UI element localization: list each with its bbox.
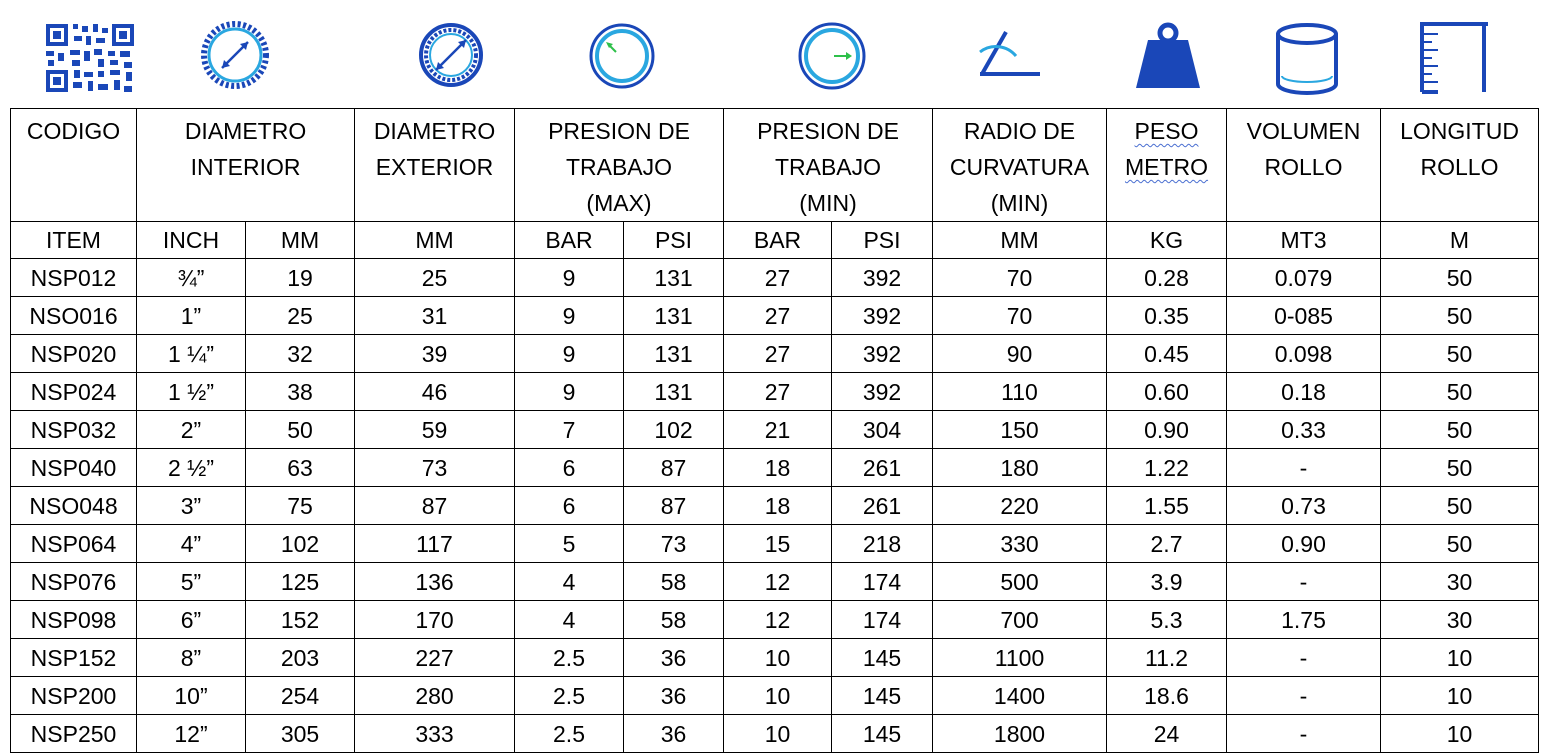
table-cell: 152	[246, 601, 355, 639]
inner-diameter-icon	[200, 20, 270, 90]
table-cell: NSO048	[11, 487, 137, 525]
table-cell: 2 ½”	[137, 449, 246, 487]
table-cell: NSP250	[11, 715, 137, 753]
pressure-max-icon	[588, 22, 656, 90]
table-cell: NSP152	[11, 639, 137, 677]
table-cell: 50	[1381, 297, 1539, 335]
table-cell: 392	[832, 373, 933, 411]
table-cell: 73	[624, 525, 724, 563]
table-cell: 0.28	[1107, 259, 1227, 297]
table-cell: 50	[1381, 259, 1539, 297]
table-cell: 218	[832, 525, 933, 563]
unit-cell: PSI	[624, 222, 724, 259]
table-cell: 7	[515, 411, 624, 449]
table-cell: NSP098	[11, 601, 137, 639]
table-cell: 261	[832, 487, 933, 525]
table-cell: 227	[355, 639, 515, 677]
table-cell: 38	[246, 373, 355, 411]
table-cell: 1.22	[1107, 449, 1227, 487]
table-cell: 0-085	[1227, 297, 1381, 335]
table-cell: 117	[355, 525, 515, 563]
table-cell: 0.73	[1227, 487, 1381, 525]
table-cell: 254	[246, 677, 355, 715]
table-cell: 36	[624, 715, 724, 753]
spec-table	[10, 108, 1539, 753]
table-cell: 0.90	[1227, 525, 1381, 563]
table-cell: 0.60	[1107, 373, 1227, 411]
table-cell: 24	[1107, 715, 1227, 753]
table-cell: 125	[246, 563, 355, 601]
table-cell: 9	[515, 373, 624, 411]
header-presion-min: PRESION DE TRABAJO (MIN)	[724, 109, 933, 222]
table-cell: 18	[724, 487, 832, 525]
table-cell: 3”	[137, 487, 246, 525]
table-cell: 1”	[137, 297, 246, 335]
table-cell: 131	[624, 297, 724, 335]
table-cell: 2”	[137, 411, 246, 449]
table-cell: 5	[515, 525, 624, 563]
unit-cell: INCH	[137, 222, 246, 259]
table-cell: 9	[515, 297, 624, 335]
table-cell: 145	[832, 639, 933, 677]
table-cell: 5.3	[1107, 601, 1227, 639]
table-cell: 19	[246, 259, 355, 297]
table-cell: 280	[355, 677, 515, 715]
table-cell: 75	[246, 487, 355, 525]
table-cell: 63	[246, 449, 355, 487]
table-cell: 10	[724, 715, 832, 753]
table-cell: 131	[624, 373, 724, 411]
table-row	[11, 563, 1539, 601]
table-cell: 58	[624, 563, 724, 601]
bend-radius-icon	[976, 26, 1044, 82]
table-row	[11, 715, 1539, 753]
table-cell: 174	[832, 563, 933, 601]
unit-cell: BAR	[724, 222, 832, 259]
table-cell: 12”	[137, 715, 246, 753]
table-cell: 50	[1381, 525, 1539, 563]
table-cell: 305	[246, 715, 355, 753]
outer-diameter-icon	[418, 22, 484, 88]
table-cell: NSP012	[11, 259, 137, 297]
table-cell: 18	[724, 449, 832, 487]
table-cell: ¾”	[137, 259, 246, 297]
unit-cell: MM	[246, 222, 355, 259]
unit-cell: ITEM	[11, 222, 137, 259]
header-diametro-interior: DIAMETRO INTERIOR	[137, 109, 355, 222]
table-cell: 333	[355, 715, 515, 753]
table-cell: 0.45	[1107, 335, 1227, 373]
table-cell: 27	[724, 373, 832, 411]
table-cell: NSP200	[11, 677, 137, 715]
table-cell: 8”	[137, 639, 246, 677]
unit-cell: MM	[933, 222, 1107, 259]
table-cell: NSP076	[11, 563, 137, 601]
table-cell: NSP032	[11, 411, 137, 449]
table-cell: 50	[1381, 335, 1539, 373]
table-cell: 0.33	[1227, 411, 1381, 449]
table-cell: 180	[933, 449, 1107, 487]
table-cell: 27	[724, 297, 832, 335]
table-cell: 30	[1381, 563, 1539, 601]
table-cell: 10	[1381, 677, 1539, 715]
table-cell: -	[1227, 715, 1381, 753]
table-cell: 4	[515, 563, 624, 601]
table-cell: 25	[355, 259, 515, 297]
table-row	[11, 487, 1539, 525]
table-cell: 4	[515, 601, 624, 639]
header-peso-metro: PESO METRO	[1107, 109, 1227, 222]
table-cell: 102	[246, 525, 355, 563]
unit-cell: MM	[355, 222, 515, 259]
table-cell: 2.5	[515, 639, 624, 677]
table-cell: 25	[246, 297, 355, 335]
table-cell: 150	[933, 411, 1107, 449]
table-cell: 1.55	[1107, 487, 1227, 525]
table-cell: 39	[355, 335, 515, 373]
table-cell: 0.079	[1227, 259, 1381, 297]
table-cell: 59	[355, 411, 515, 449]
table-cell: 4”	[137, 525, 246, 563]
table-cell: 392	[832, 297, 933, 335]
table-cell: 1100	[933, 639, 1107, 677]
table-cell: NSP040	[11, 449, 137, 487]
table-cell: 700	[933, 601, 1107, 639]
table-cell: NSO016	[11, 297, 137, 335]
table-cell: 10	[724, 677, 832, 715]
table-cell: 145	[832, 715, 933, 753]
table-cell: 0.18	[1227, 373, 1381, 411]
table-cell: 2.5	[515, 715, 624, 753]
table-cell: 3.9	[1107, 563, 1227, 601]
header-volumen-rollo: VOLUMEN ROLLO	[1227, 109, 1381, 222]
table-cell: 87	[624, 449, 724, 487]
table-cell: NSP020	[11, 335, 137, 373]
table-cell: 0.098	[1227, 335, 1381, 373]
table-cell: 5”	[137, 563, 246, 601]
table-cell: 87	[624, 487, 724, 525]
table-cell: 50	[246, 411, 355, 449]
table-cell: 36	[624, 677, 724, 715]
table-cell: 1.75	[1227, 601, 1381, 639]
header-codigo: CODIGO	[11, 109, 137, 222]
table-row	[11, 639, 1539, 677]
table-cell: 30	[1381, 601, 1539, 639]
header-row	[11, 109, 1539, 222]
volume-icon	[1274, 22, 1340, 96]
table-cell: 12	[724, 601, 832, 639]
table-cell: 11.2	[1107, 639, 1227, 677]
table-cell: 145	[832, 677, 933, 715]
table-cell: 110	[933, 373, 1107, 411]
table-row	[11, 601, 1539, 639]
table-row	[11, 449, 1539, 487]
table-cell: 0.35	[1107, 297, 1227, 335]
table-cell: -	[1227, 677, 1381, 715]
table-cell: 131	[624, 259, 724, 297]
unit-cell: KG	[1107, 222, 1227, 259]
data-rows	[11, 259, 1539, 753]
table-cell: 10”	[137, 677, 246, 715]
header-diametro-exterior: DIAMETRO EXTERIOR	[355, 109, 515, 222]
table-row	[11, 259, 1539, 297]
table-cell: 10	[724, 639, 832, 677]
table-cell: 6	[515, 487, 624, 525]
length-icon	[1418, 22, 1490, 94]
table-cell: 70	[933, 259, 1107, 297]
table-cell: 6”	[137, 601, 246, 639]
table-cell: 70	[933, 297, 1107, 335]
table-cell: NSP024	[11, 373, 137, 411]
table-cell: 31	[355, 297, 515, 335]
table-row	[11, 411, 1539, 449]
table-cell: -	[1227, 449, 1381, 487]
table-cell: 136	[355, 563, 515, 601]
table-row	[11, 525, 1539, 563]
table-cell: 10	[1381, 715, 1539, 753]
table-cell: 9	[515, 259, 624, 297]
table-cell: 1 ¼”	[137, 335, 246, 373]
table-cell: 58	[624, 601, 724, 639]
table-cell: 15	[724, 525, 832, 563]
unit-cell: BAR	[515, 222, 624, 259]
table-row	[11, 335, 1539, 373]
table-cell: 18.6	[1107, 677, 1227, 715]
table-row	[11, 373, 1539, 411]
weight-icon	[1134, 22, 1202, 90]
table-cell: 32	[246, 335, 355, 373]
unit-cell: M	[1381, 222, 1539, 259]
table-cell: 2.5	[515, 677, 624, 715]
table-cell: 9	[515, 335, 624, 373]
table-cell: 500	[933, 563, 1107, 601]
table-cell: 27	[724, 259, 832, 297]
header-presion-max: PRESION DE TRABAJO (MAX)	[515, 109, 724, 222]
unit-row	[11, 222, 1539, 259]
table-cell: 90	[933, 335, 1107, 373]
table-cell: 203	[246, 639, 355, 677]
table-cell: 304	[832, 411, 933, 449]
table-row	[11, 677, 1539, 715]
table-cell: -	[1227, 639, 1381, 677]
table-cell: 102	[624, 411, 724, 449]
unit-cell: MT3	[1227, 222, 1381, 259]
table-cell: 50	[1381, 411, 1539, 449]
table-cell: 50	[1381, 449, 1539, 487]
table-cell: 174	[832, 601, 933, 639]
table-cell: 1400	[933, 677, 1107, 715]
table-cell: 1800	[933, 715, 1107, 753]
header-longitud-rollo: LONGITUD ROLLO	[1381, 109, 1539, 222]
table-cell: NSP064	[11, 525, 137, 563]
table-cell: 10	[1381, 639, 1539, 677]
table-cell: 1 ½”	[137, 373, 246, 411]
table-cell: 330	[933, 525, 1107, 563]
table-cell: -	[1227, 563, 1381, 601]
table-cell: 392	[832, 259, 933, 297]
table-cell: 46	[355, 373, 515, 411]
table-cell: 170	[355, 601, 515, 639]
table-cell: 12	[724, 563, 832, 601]
table-row	[11, 297, 1539, 335]
pressure-min-icon	[796, 22, 868, 90]
table-cell: 87	[355, 487, 515, 525]
unit-cell: PSI	[832, 222, 933, 259]
table-cell: 2.7	[1107, 525, 1227, 563]
table-cell: 50	[1381, 487, 1539, 525]
table-cell: 27	[724, 335, 832, 373]
table-cell: 220	[933, 487, 1107, 525]
table-cell: 50	[1381, 373, 1539, 411]
table-cell: 36	[624, 639, 724, 677]
table-cell: 0.90	[1107, 411, 1227, 449]
table-cell: 21	[724, 411, 832, 449]
table-cell: 6	[515, 449, 624, 487]
table-cell: 261	[832, 449, 933, 487]
qr-code-icon	[46, 24, 134, 92]
header-radio-curvatura: RADIO DE CURVATURA (MIN)	[933, 109, 1107, 222]
table-cell: 392	[832, 335, 933, 373]
table-cell: 73	[355, 449, 515, 487]
table-cell: 131	[624, 335, 724, 373]
